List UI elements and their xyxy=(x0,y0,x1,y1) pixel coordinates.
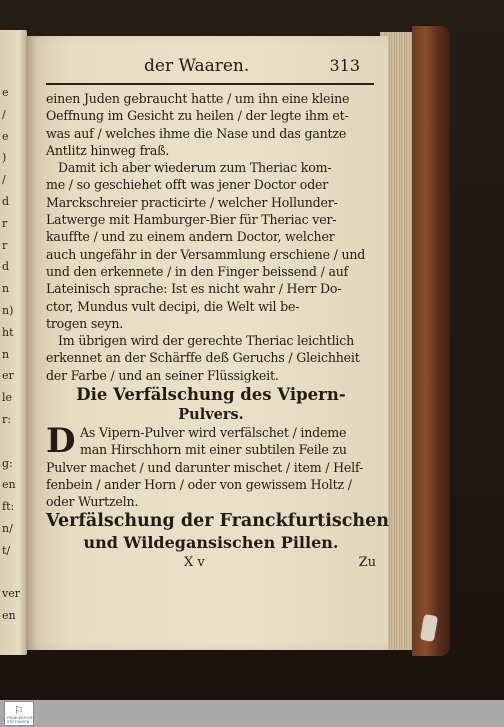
left-page-fragment: e xyxy=(2,129,9,143)
paragraph-4 xyxy=(46,421,376,510)
header-rule xyxy=(46,83,374,85)
left-page-fragment: t/ xyxy=(2,543,11,557)
text-line: was auf / welches ihme die Nase und das gantze xyxy=(46,125,347,141)
page-number: 313 xyxy=(329,56,360,75)
left-page-fragment: r xyxy=(2,238,8,252)
text-line: ctor, Mundus vult decipi, die Welt wil be- xyxy=(46,298,300,314)
text-line: As Vipern-Pulver wird verfälschet / indeme xyxy=(80,425,347,441)
left-page-fragment: / xyxy=(2,107,6,121)
book-cover xyxy=(412,26,450,656)
text-line: Latwerge mit Hamburger-Bier für Theriac ver- xyxy=(46,212,337,228)
left-page-fragment: r xyxy=(2,216,8,230)
left-page-fragment: le xyxy=(2,391,13,405)
section-heading-2 xyxy=(46,510,390,553)
left-page-fragment: en xyxy=(2,478,16,492)
logo-text-line: FRANCKESCHE xyxy=(7,716,33,720)
left-page-fragment: ht xyxy=(2,325,14,339)
left-page-fragment: n xyxy=(2,347,10,361)
text-line: auch ungefähr in der Versammlung erschiene / und xyxy=(46,246,366,262)
section-heading-1 xyxy=(46,384,376,424)
text-line: erkennet an der Schärffe deß Geruchs / Gleichheit xyxy=(46,350,360,366)
running-head: der Waaren. xyxy=(144,56,250,76)
text-line: kauffte / und zu einem andern Doctor, welcher xyxy=(46,229,335,245)
left-page-fragment: n) xyxy=(2,304,14,317)
signature-mark: X v xyxy=(184,554,205,570)
book-page xyxy=(26,36,388,650)
text-line: und den erkennete / in den Finger beissend / auf xyxy=(46,263,349,279)
text-line: Oeffnung im Gesicht zu heilen / der legte ihm et- xyxy=(46,108,349,124)
paragraph-3 xyxy=(46,332,376,384)
text-line: Lateinisch sprache: Ist es nicht wahr / Herr Do- xyxy=(46,281,342,297)
text-line: Damit ich aber wiederum zum Theriac kom- xyxy=(58,160,332,176)
text-line: der Farbe / und an seiner Flüssigkeit. xyxy=(46,367,279,383)
paragraph-2 xyxy=(46,159,376,332)
left-page-fragment: n xyxy=(2,282,10,296)
heading-line: und Wildegansischen Pillen. xyxy=(83,532,339,552)
institution-logo[interactable] xyxy=(4,701,34,726)
heading-line: Pulvers. xyxy=(178,406,244,424)
text-line: Im übrigen wird der gerechte Theriac leichtlich xyxy=(58,333,354,349)
page-footer xyxy=(46,555,376,577)
text-line: Pulver machet / und darunter mischet / item / Helf- xyxy=(46,459,364,475)
left-page-fragment: er xyxy=(2,369,14,383)
left-page-fragment: d xyxy=(2,260,10,274)
drop-cap: D xyxy=(46,421,76,462)
left-page-edge xyxy=(0,30,27,655)
paragraph-1 xyxy=(46,90,376,159)
logo-text xyxy=(7,716,33,724)
left-page-fragment: e xyxy=(2,86,9,99)
left-page-fragment: ver xyxy=(2,587,20,601)
left-page-fragment: r: xyxy=(2,413,11,426)
left-page-fragment: d xyxy=(2,195,10,208)
logo-text-line: STIFTUNGEN xyxy=(7,720,30,724)
logo-emblem-icon: ⚐ xyxy=(14,704,24,717)
viewer-bottom-bar xyxy=(0,700,504,727)
left-page-fragment: ft: xyxy=(2,500,15,514)
text-line: einen Juden gebraucht hatte / um ihn eine kleine xyxy=(46,91,350,106)
page-header xyxy=(26,56,388,86)
heading-line: Verfälschung der Franckfurtischen xyxy=(46,510,390,531)
text-line: trogen seyn. xyxy=(46,315,124,331)
page-body xyxy=(46,90,390,577)
text-line: oder Wurtzeln. xyxy=(46,494,139,510)
left-page-fragment: / xyxy=(2,173,6,187)
left-page-fragment: n/ xyxy=(2,522,13,535)
left-page-fragment: ) xyxy=(2,151,7,165)
text-line: Antlitz hinweg fraß. xyxy=(46,142,170,158)
text-line: me / so geschiehet offt was jener Doctor oder xyxy=(46,177,329,193)
text-line: Marckschreier practicirte / welcher Hollunder- xyxy=(46,194,338,210)
catchword: Zu xyxy=(358,554,376,570)
left-page-fragment: en xyxy=(2,609,16,623)
heading-line: Die Verfälschung des Vipern- xyxy=(76,385,346,405)
left-page-fragment: g: xyxy=(2,456,13,470)
text-line: man Hirschhorn mit einer subtilen Feile zu xyxy=(80,442,347,458)
text-line: fenbein / ander Horn / oder von gewissem Holtz / xyxy=(46,476,352,492)
